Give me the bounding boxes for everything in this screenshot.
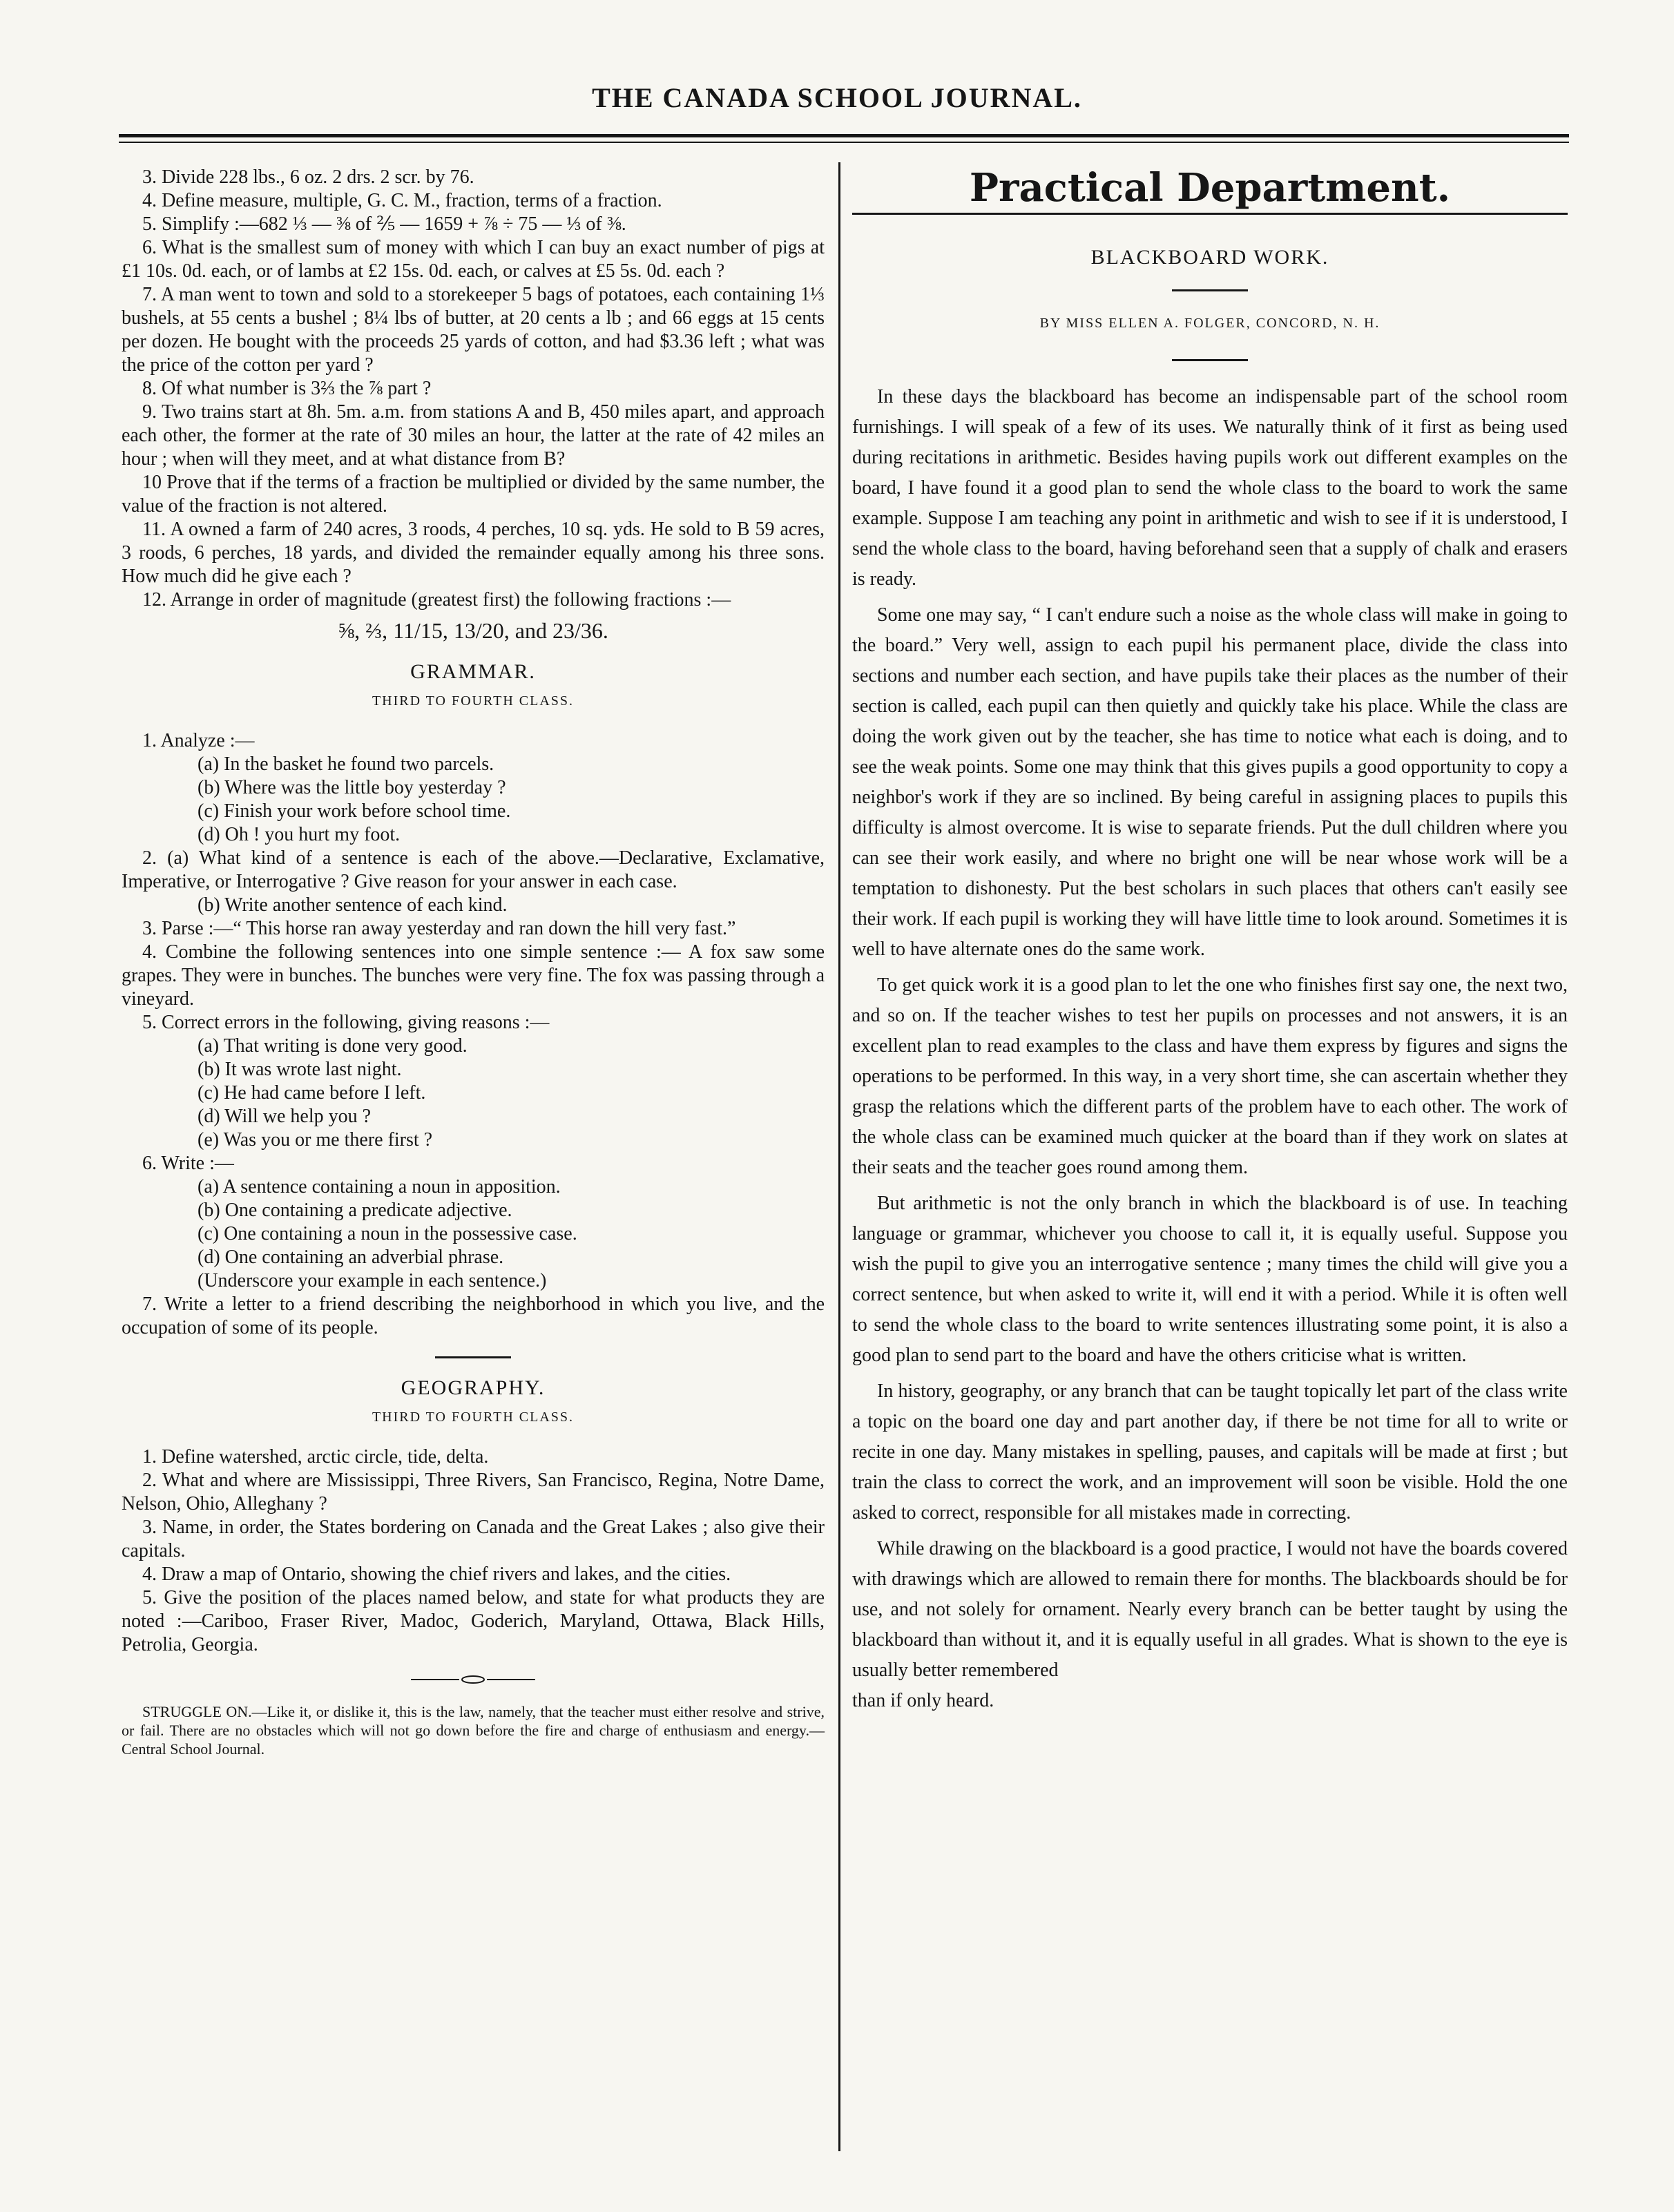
header-rule-thick <box>119 134 1569 137</box>
grammar-subitem: (a) That writing is done very good. <box>198 1035 468 1057</box>
grammar-subitem: (Underscore your example in each sentence.) <box>198 1270 547 1291</box>
arith-question: 9. Two trains start at 8h. 5m. a.m. from stations A and B, 450 miles apart, and approach each other, the former at the rate of 30 miles an hour, the latter at the rate of 42 miles an hour ; when will they meet, and at what distance from B? <box>122 401 825 470</box>
arith-question: 3. Divide 228 lbs., 6 oz. 2 drs. 2 scr. by 76. <box>142 166 474 188</box>
grammar-subitem: (b) Where was the little boy yesterday ? <box>198 777 506 798</box>
geography-question: 1. Define watershed, arctic circle, tide, delta. <box>142 1446 489 1468</box>
grammar-question: 2. (a) What kind of a sentence is each of the above.—Declarative, Exclamative, Imperative, or Interrogative ? Give reason for your answer in each case. <box>122 847 825 892</box>
ornament-divider <box>122 1668 825 1691</box>
geography-question: 3. Name, in order, the States bordering on Canada and the Great Lakes ; also give their capitals. <box>122 1517 825 1561</box>
geography-subtitle: THIRD TO FOURTH CLASS. <box>372 1410 575 1425</box>
arith-question: 11. A owned a farm of 240 acres, 3 roods, 4 perches, 10 sq. yds. He sold to B 59 acres, 3 roods, 6 perches, 18 yards, and divided the remainder equally among his three sons. How much did he give each ? <box>122 519 825 587</box>
arith-question: 4. Define measure, multiple, G. C. M., fraction, terms of a fraction. <box>142 190 662 211</box>
grammar-subtitle: THIRD TO FOURTH CLASS. <box>372 693 575 709</box>
grammar-subitem: (b) It was wrote last night. <box>198 1059 402 1080</box>
byline-divider <box>1172 359 1248 361</box>
geography-questions <box>122 1445 825 1657</box>
grammar-question: 1. Analyze :— <box>142 730 255 751</box>
grammar-subitem: (c) Finish your work before school time. <box>198 800 511 822</box>
arith-question: 12. Arrange in order of magnitude (greatest first) the following fractions :— <box>142 589 731 610</box>
article-byline: BY MISS ELLEN A. FOLGER, CONCORD, N. H. <box>1039 316 1380 331</box>
arith-question: 10 Prove that if the terms of a fraction be multiplied or divided by the same number, the value of the fraction is not altered. <box>122 472 825 517</box>
grammar-subitem: (c) One containing a noun in the possessive case. <box>198 1223 577 1244</box>
column-divider <box>838 162 840 2151</box>
grammar-question: 6. Write :— <box>142 1153 234 1174</box>
article-paragraph: In history, geography, or any branch that can be taught topically let part of the class write a topic on the board one day and part another day, if there be not time for all to write or recite in one day. Many mistakes in spelling, pauses, and capitals will be made at first ; but train the class to correct the work, and an improvement will soon be visible. Hold the one asked to correct, responsible for all mistakes made in correcting. <box>852 1381 1568 1523</box>
arith-question: 5. Simplify :—682 ⅓ — ⅜ of ⅖ — 1659 + ⅞ ÷ 75 — ⅓ of ⅜. <box>142 213 626 235</box>
department-title: Practical Department. <box>969 165 1451 211</box>
article-closing: than if only heard. <box>852 1690 994 1711</box>
grammar-subitem: (d) Will we help you ? <box>198 1106 372 1127</box>
grammar-subitem: (a) A sentence containing a noun in apposition. <box>198 1176 561 1198</box>
arith-question: 7. A man went to town and sold to a storekeeper 5 bags of potatoes, each containing 1⅓ bushels, at 55 cents a bushel ; 8¼ lbs of butter, at 20 cents a lb ; and 66 eggs at 15 cents per dozen. He bought with the proceeds 25 yards of cotton, and had $3.36 left ; what was the price of the cotton per yard ? <box>122 284 825 376</box>
running-head: THE CANADA SCHOOL JOURNAL. <box>592 82 1082 113</box>
struggle-on-note: STRUGGLE ON.—Like it, or dislike it, this is the law, namely, that the teacher must either resolve and strive, or fail. There are no obstacles which will not go down before the fire and charge of enthusiasm and energy.—Central School Journal. <box>122 1703 825 1758</box>
grammar-subitem: (b) Write another sentence of each kind. <box>198 894 508 916</box>
left-column <box>122 166 825 1758</box>
article-paragraph: Some one may say, “ I can't endure such a noise as the whole class will make in going to the board.” Very well, assign to each pupil his permanent place, divide the class into sections and number each section, and have pupils take their places as the number of their section is called, each pupil can then quietly and quickly take his place. While the class are doing the work given out by the teacher, she has time to notice what each is doing, and to see the weak points. Some one may think that this gives pupils a good opportunity to copy a neighbor's work if they are so inclined. By being careful in assigning places to pupils this difficulty is almost overcome. It is wise to separate friends. Put the dull children where you can see their work easily, and where no bright one will be near whose work will be a temptation to dishonesty. Put the best scholars in such places that others can't easily see their work. If each pupil is working they will have little time to look around. Sometimes it is well to have alternate ones do the same work. <box>852 604 1568 960</box>
grammar-subitem: (a) In the basket he found two parcels. <box>198 753 494 775</box>
article-paragraph: While drawing on the blackboard is a good practice, I would not have the boards covered with drawings which are allowed to remain there for months. The blackboards should be for use, and not solely for ornament. Nearly every branch can be better taught by using the blackboard than without it, and it is equally useful in all grades. What is shown to the eye is usually better remembered <box>852 1538 1568 1681</box>
header-rule-thin <box>119 142 1569 143</box>
grammar-question: 3. Parse :—“ This horse ran away yesterday and ran down the hill very fast.” <box>142 918 736 939</box>
grammar-questions <box>122 729 825 1340</box>
arithmetic-questions <box>122 166 825 612</box>
grammar-title: GRAMMAR. <box>410 660 536 683</box>
department-rule <box>852 213 1568 215</box>
ornament-flourish <box>411 1675 535 1684</box>
grammar-question: 7. Write a letter to a friend describing the neighborhood in which you live, and the occupation of some of its people. <box>122 1293 825 1338</box>
grammar-question: 4. Combine the following sentences into one simple sentence :— A fox saw some grapes. They were in bunches. The bunches were very fine. The fox was passing through a vineyard. <box>122 941 825 1010</box>
geography-title: GEOGRAPHY. <box>401 1376 546 1399</box>
right-column <box>852 166 1568 1716</box>
article-title: BLACKBOARD WORK. <box>1090 246 1329 269</box>
arith-question: 8. Of what number is 3⅔ the ⅞ part ? <box>142 378 432 399</box>
arith-question: 6. What is the smallest sum of money with which I can buy an exact number of pigs at £1 10s. 0d. each, or of lambs at £2 15s. 0d. each, or calves at £5 5s. 0d. each ? <box>122 237 825 282</box>
article-paragraph: To get quick work it is a good plan to let the one who finishes first say one, the next two, and so on. If the teacher wishes to test her pupils on processes and not answers, it is an excellent plan to read examples to the class and have them express by figures and signs the operations to be performed. In this way, in a very short time, she can ascertain whether they grasp the relations which the different parts of the problem have to each other. The work of the whole class can be examined much quicker at the board than if they work on slates at their seats and the teacher goes round among them. <box>852 974 1568 1178</box>
geography-question: 5. Give the position of the places named below, and state for what products they are noted :—Cariboo, Fraser River, Madoc, Goderich, Maryland, Ottawa, Black Hills, Petrolia, Georgia. <box>122 1587 825 1655</box>
grammar-subitem: (d) One containing an adverbial phrase. <box>198 1247 504 1268</box>
grammar-subitem: (e) Was you or me there first ? <box>198 1129 433 1151</box>
fractions-line: ⅝, ⅔, 11/15, 13/20, and 23/36. <box>338 618 608 643</box>
geography-question: 2. What and where are Mississippi, Three Rivers, San Francisco, Regina, Notre Dame, Nelson, Ohio, Alleghany ? <box>122 1470 825 1514</box>
section-divider <box>435 1356 511 1358</box>
article-paragraph: But arithmetic is not the only branch in which the blackboard is of use. In teaching language or grammar, whichever you choose to call it, it is equally useful. Suppose you wish the pupil to give you an interrogative sentence ; many times the child will give you a correct sentence, but when asked to write it, will end it with a period. While it is often well to send the whole class to the board to write sentences illustrating some point, it is also a good plan to send part to the board and have the others criticise what is written. <box>852 1193 1568 1366</box>
grammar-subitem: (d) Oh ! you hurt my foot. <box>198 824 401 845</box>
geography-question: 4. Draw a map of Ontario, showing the chief rivers and lakes, and the cities. <box>142 1564 731 1585</box>
article-paragraph: In these days the blackboard has become an indispensable part of the school room furnishings. I will speak of a few of its uses. We naturally think of it first as being used during recitations in arithmetic. Besides having pupils work out different examples on the board, I have found it a good plan to send the whole class to the board to work the same example. Suppose I am teaching any point in arithmetic and wish to see if it is understood, I send the whole class to the board, having beforehand seen that a supply of chalk and erasers is ready. <box>852 386 1568 590</box>
grammar-subitem: (b) One containing a predicate adjective. <box>198 1200 512 1221</box>
title-divider <box>1172 289 1248 291</box>
grammar-question: 5. Correct errors in the following, giving reasons :— <box>142 1012 550 1033</box>
grammar-subitem: (c) He had came before I left. <box>198 1082 426 1104</box>
